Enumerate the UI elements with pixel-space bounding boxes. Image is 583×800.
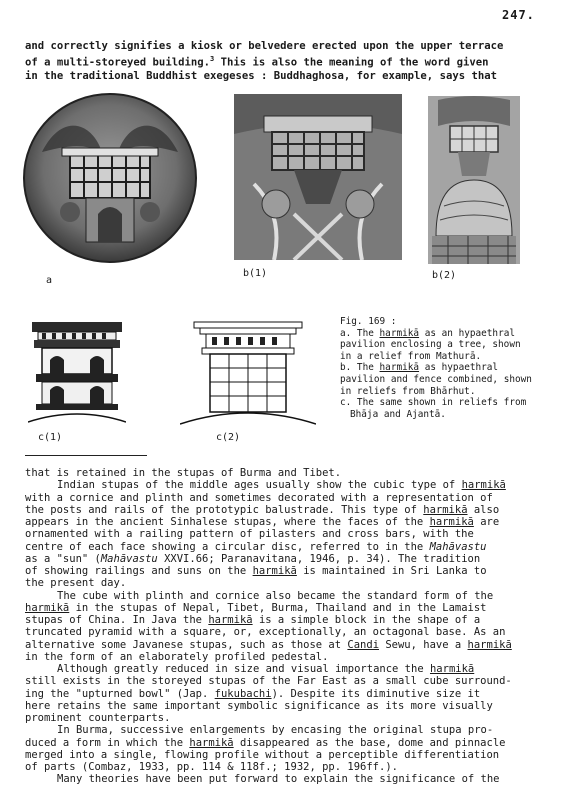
body-text [25,467,570,786]
figure-b1-label: b(1) [243,268,268,279]
body-line: still exists in the storeyed stupas of the Far East as a small cube surround- [25,675,512,688]
body-line: Indian stupas of the middle ages usually show the cubic type of harmikā [57,479,506,492]
caption-line: pavilion enclosing a tree, shown [340,339,521,351]
body-line: The cube with plinth and cornice also became the standard form of the [57,589,494,602]
body-line: prominent counterparts. [25,712,171,724]
body-line: of parts (Combaz, 1933, pp. 114 & 118f.; 1932, pp. 196ff.). [25,761,398,773]
caption-line: a. The harmikā as an hypaethral [340,327,516,339]
intro-paragraph [25,40,565,83]
caption-line: pavilion and fence combined, shown [340,373,532,385]
caption-line: in reliefs from Bhārhut. [340,385,476,397]
caption-line: Bhāja and Ajantā. [350,408,446,420]
body-line: Although greatly reduced in size and visual importance the harmikā [57,663,475,675]
body-line: centre of each face showing a circular disc, referred to in the Mahāvastu [25,540,487,553]
body-line: as a "sun" (Mahāvastu XXVI.66; Paranavitana, 1946, p. 34). The tradition [25,552,481,565]
figure-a-relief [22,92,198,264]
body-line: Many theories have been put forward to explain the significance of the [57,773,500,786]
body-line: here retains the same important symbolic significance as its more visually [25,699,493,712]
figure-c2-drawing [180,318,316,426]
body-line: ing the "upturned bowl" (Jap. fukubachi). Despite its diminutive size it [25,687,481,700]
footnote-ref: 3 [209,55,215,63]
figure-c2-label: c(2) [216,432,241,443]
section-divider [25,455,147,456]
caption-line: b. The harmikā as hypaethral [340,362,499,374]
figure-b2-relief [428,96,520,264]
body-line: alternative some Javanese stupas, such as those at Candi Sewu, have a harmikā [25,638,512,651]
body-line: with a cornice and plinth and sometimes decorated with a representation of [25,491,493,504]
intro-line: and correctly signifies a kiosk or belvedere erected upon the upper terrace [25,40,504,52]
body-line: truncated pyramid with a square, or, exceptionally, an octagonal base. As an [25,626,506,639]
body-line: harmikā in the stupas of Nepal, Tibet, Burma, Thailand and in the Lamaist [25,601,487,614]
body-line: the present day. [25,577,127,590]
figure-b1-relief [234,94,402,260]
body-line: of showing railings and suns on the harmikā is maintained in Sri Lanka to [25,565,487,577]
figure-a-label: a [46,275,53,286]
body-line: appears in the ancient Sinhalese stupas, where the faces of the harmikā are [25,516,500,528]
body-line: stupas of China. In Java the harmikā is a simple block in the shape of a [25,614,481,626]
page-number: 247. [502,8,535,22]
intro-line: in the traditional Buddhist exegeses : Buddhaghosa, for example, says that [25,69,497,82]
figure-caption [340,316,580,420]
caption-title: Fig. 169 : [340,316,397,327]
body-line: in the form of an elaborately profiled pedestal. [25,650,329,663]
body-line: merged into a single, flowing profile without a perceptible differentiation [25,748,500,761]
figure-c1-label: c(1) [38,432,63,443]
figure-b2-label: b(2) [432,270,457,281]
body-line: the posts and rails of the prototypic balustrade. This type of harmikā also [25,503,500,516]
body-line: duced a form in which the harmikā disappeared as the base, dome and pinnacle [25,736,506,749]
body-line: ornamented with a railing pattern of pilasters and cross bars, with the [25,528,474,541]
caption-line: c. The same shown in reliefs from [340,397,527,409]
intro-line: of a multi-storeyed building.$^3$ This is also the meaning of the word given [25,55,489,69]
figure-c1-drawing [28,318,126,426]
body-line: that is retained in the stupas of Burma and Tibet. [25,467,342,479]
body-line: In Burma, successive enlargements by encasing the original stupa pro- [57,724,494,737]
caption-line: in a relief from Mathurā. [340,350,482,362]
